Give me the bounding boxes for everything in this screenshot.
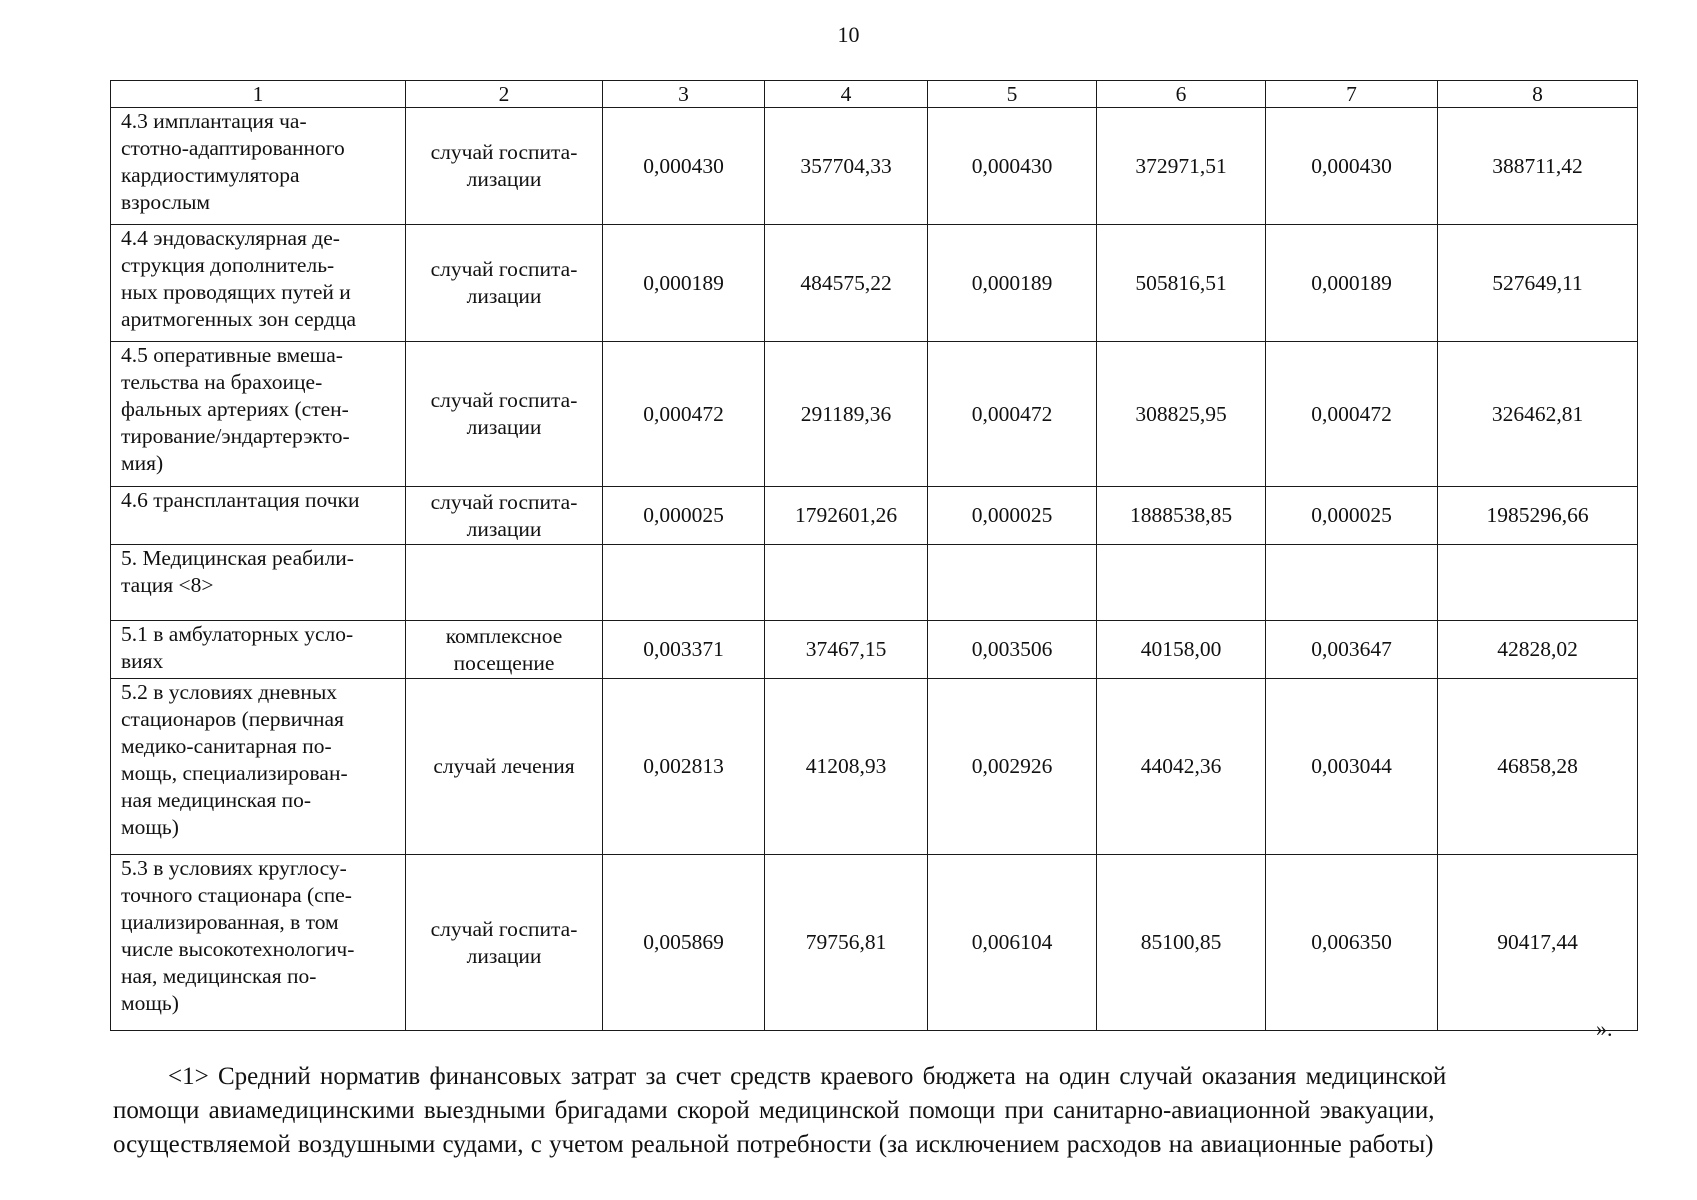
tariff-table <box>110 80 1638 1031</box>
unit-line: лизации <box>466 943 542 968</box>
value-cell: 0,000025 <box>1266 487 1438 545</box>
row-name-line: точного стационара (спе- <box>121 883 352 907</box>
row-name-line: стационаров (первичная <box>121 707 344 731</box>
unit-cell <box>406 679 603 855</box>
unit-line: комплексное <box>445 623 563 648</box>
value-cell: 37467,15 <box>765 621 928 679</box>
unit-cell <box>406 545 603 621</box>
value-cell: 46858,28 <box>1438 679 1638 855</box>
table-row <box>111 108 1638 225</box>
table-row <box>111 679 1638 855</box>
value-cell: 0,000189 <box>1266 225 1438 342</box>
value-cell: 90417,44 <box>1438 855 1638 1031</box>
unit-line: лизации <box>466 167 542 191</box>
row-name-cell <box>111 621 406 679</box>
unit-cell <box>406 621 603 679</box>
row-name-line: кардиостимулятора <box>121 163 300 187</box>
table-row <box>111 855 1638 1031</box>
row-name-line: 5.2 в условиях дневных <box>121 680 338 704</box>
unit-line: случай госпита- <box>430 257 578 281</box>
footnote-line: <1> Средний норматив финансовых затрат за счет средств краевого бюджета на один случай оказания медицинской <box>168 1063 1447 1090</box>
unit-line: лизации <box>466 516 542 541</box>
row-name-line: медико-санитарная по- <box>121 734 332 758</box>
value-cell: 0,003506 <box>928 621 1097 679</box>
unit-cell <box>406 487 603 545</box>
value-cell: 0,006350 <box>1266 855 1438 1031</box>
value-cell: 372971,51 <box>1097 108 1266 225</box>
row-name-line: мощь, специализирован- <box>121 761 348 785</box>
header-cell: 3 <box>603 81 765 108</box>
value-cell <box>1097 545 1266 621</box>
value-cell: 40158,00 <box>1097 621 1266 679</box>
unit-cell <box>406 342 603 487</box>
value-cell: 0,000025 <box>928 487 1097 545</box>
row-name-line: ная, медицинская по- <box>121 964 317 988</box>
unit-line: случай госпита- <box>430 140 578 164</box>
value-cell: 1792601,26 <box>765 487 928 545</box>
value-cell: 484575,22 <box>765 225 928 342</box>
value-cell: 0,003044 <box>1266 679 1438 855</box>
row-name-line: ных проводящих путей и <box>121 280 351 304</box>
header-cell: 6 <box>1097 81 1266 108</box>
row-name-line: фальных артериях (стен- <box>121 397 349 421</box>
value-cell <box>928 545 1097 621</box>
value-cell: 42828,02 <box>1438 621 1638 679</box>
unit-cell <box>406 225 603 342</box>
row-name-line: мощь) <box>121 815 179 839</box>
row-name-line: 5.1 в амбулаторных усло- <box>121 622 354 646</box>
value-cell: 0,003371 <box>603 621 765 679</box>
unit-cell <box>406 855 603 1031</box>
row-name-line: 4.5 оперативные вмеша- <box>121 343 343 367</box>
value-cell <box>1438 545 1638 621</box>
row-name-line: ная медицинская по- <box>121 788 312 812</box>
unit-line: посещение <box>453 650 555 675</box>
unit-line: лизации <box>466 284 542 308</box>
value-cell: 0,002926 <box>928 679 1097 855</box>
value-cell: 0,000472 <box>603 342 765 487</box>
header-cell: 7 <box>1266 81 1438 108</box>
row-name-line: мощь) <box>121 991 179 1015</box>
value-cell: 0,000025 <box>603 487 765 545</box>
table-row <box>111 342 1638 487</box>
value-cell: 388711,42 <box>1438 108 1638 225</box>
row-name-line: тация <8> <box>121 573 214 597</box>
value-cell: 0,000430 <box>928 108 1097 225</box>
row-name-line: 4.6 трансплантация почки <box>121 488 360 512</box>
table-row <box>111 621 1638 679</box>
value-cell: 0,005869 <box>603 855 765 1031</box>
unit-line: случай госпита- <box>430 489 578 514</box>
row-name-line: аритмогенных зон сердца <box>121 307 357 331</box>
value-cell: 357704,33 <box>765 108 928 225</box>
value-cell: 0,003647 <box>1266 621 1438 679</box>
unit-cell <box>406 108 603 225</box>
header-cell: 2 <box>406 81 603 108</box>
row-name-line: 4.4 эндоваскулярная де- <box>121 226 340 250</box>
value-cell: 0,000472 <box>928 342 1097 487</box>
row-name-line: 5.3 в условиях круглосу- <box>121 856 347 880</box>
table-header-row <box>111 81 1638 108</box>
value-cell: 0,006104 <box>928 855 1097 1031</box>
row-name-line: тельства на брахоице- <box>121 370 323 394</box>
closing-quote: ». <box>1596 1016 1613 1041</box>
unit-line: лизации <box>466 415 542 439</box>
row-name-line: тирование/эндартерэкто- <box>121 424 350 448</box>
header-cell: 5 <box>928 81 1097 108</box>
table-row <box>111 487 1638 545</box>
value-cell: 0,000430 <box>1266 108 1438 225</box>
value-cell: 0,000430 <box>603 108 765 225</box>
value-cell: 0,000189 <box>603 225 765 342</box>
footnote-line: осуществляемой воздушными судами, с учетом реальной потребности (за исключением расходов на авиационные работы) <box>113 1131 1434 1158</box>
value-cell <box>603 545 765 621</box>
row-name-line: 5. Медицинская реабили- <box>121 546 354 570</box>
value-cell: 44042,36 <box>1097 679 1266 855</box>
table-row <box>111 545 1638 621</box>
row-name-cell <box>111 545 406 621</box>
row-name-line: взрослым <box>121 190 211 214</box>
footnote-line: помощи авиамедицинскими выездными бригадами скорой медицинской помощи при санитарно-авиационной эвакуации, <box>113 1097 1435 1124</box>
value-cell: 79756,81 <box>765 855 928 1031</box>
value-cell: 0,000189 <box>928 225 1097 342</box>
row-name-line: мия) <box>121 451 164 475</box>
value-cell <box>1266 545 1438 621</box>
value-cell: 41208,93 <box>765 679 928 855</box>
unit-line: случай лечения <box>433 754 575 778</box>
header-cell: 4 <box>765 81 928 108</box>
value-cell: 85100,85 <box>1097 855 1266 1031</box>
row-name-cell <box>111 855 406 1031</box>
row-name-cell <box>111 225 406 342</box>
row-name-line: стотно-адаптированного <box>121 136 345 160</box>
value-cell: 291189,36 <box>765 342 928 487</box>
unit-line: случай госпита- <box>430 388 578 412</box>
header-cell: 8 <box>1438 81 1638 108</box>
value-cell: 0,000472 <box>1266 342 1438 487</box>
row-name-line: циализированная, в том <box>121 910 339 934</box>
row-name-cell <box>111 679 406 855</box>
value-cell: 1888538,85 <box>1097 487 1266 545</box>
value-cell: 1985296,66 <box>1438 487 1638 545</box>
row-name-line: виях <box>121 649 164 673</box>
table-row <box>111 225 1638 342</box>
row-name-cell <box>111 487 406 545</box>
row-name-line: струкция дополнитель- <box>121 253 335 277</box>
value-cell: 308825,95 <box>1097 342 1266 487</box>
row-name-line: 4.3 имплантация ча- <box>121 109 307 133</box>
value-cell <box>765 545 928 621</box>
value-cell: 326462,81 <box>1438 342 1638 487</box>
row-name-cell <box>111 342 406 487</box>
row-name-cell <box>111 108 406 225</box>
header-cell: 1 <box>111 81 406 108</box>
row-name-line: числе высокотехнологич- <box>121 937 355 961</box>
unit-line: случай госпита- <box>430 916 578 941</box>
value-cell: 527649,11 <box>1438 225 1638 342</box>
value-cell: 505816,51 <box>1097 225 1266 342</box>
footnote <box>113 1060 1635 1162</box>
page-number: 10 <box>837 22 860 47</box>
value-cell: 0,002813 <box>603 679 765 855</box>
